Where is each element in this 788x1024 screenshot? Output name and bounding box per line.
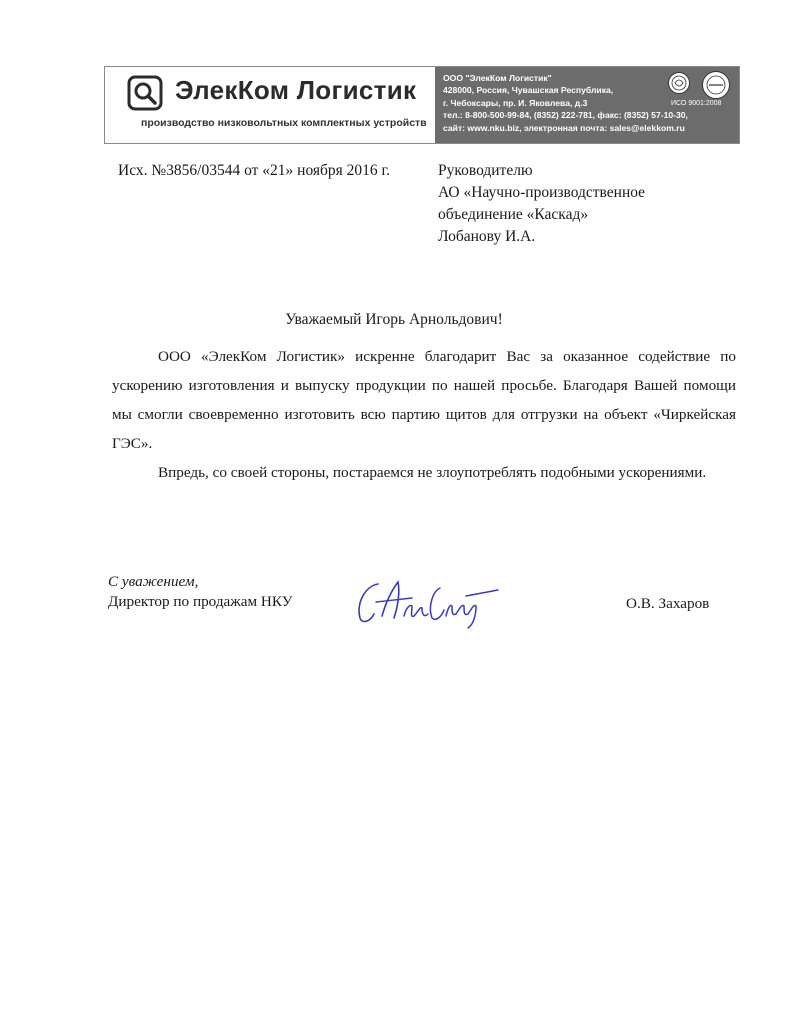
contact-block [443,72,688,134]
company-tagline: производство низковольтных комплектных устройств [141,117,427,129]
contact-line: ООО "ЭлекКом Логистик" [443,73,552,83]
body-paragraph: Впредь, со своей стороны, постараемся не злоупотреблять подобными ускорениями. [158,464,707,481]
contact-line: 428000, Россия, Чувашская Республика, [443,85,614,96]
contact-line: сайт: www.nku.biz, электронная почта: sales@elekkom.ru [443,122,685,133]
closing-regards: С уважением, [108,573,199,590]
body-paragraph: ООО «ЭлекКом Логистик» искренне благодарит Вас за оказанное содействие по ускорению изготовления и выпуску продукции по нашей просьбе. Благодаря Вашей помощи мы смогли своевременно изготовить всю партию щитов для отгрузки на объект «Чиркейская ГЭС». [112,348,736,452]
salutation: Уважаемый Игорь Арнольдович! [285,311,503,328]
addressee-line: Лобанову И.А. [438,228,536,245]
certification-seal-icon [667,71,691,95]
addressee-block [438,160,645,248]
letterhead-contacts [435,67,739,143]
closing-block [108,572,292,612]
letterhead-brand [105,67,435,143]
handwritten-signature [348,572,508,630]
contact-line: тел.: 8-800-500-99-84, (8352) 222-781, факс: (8352) 57-10-30, [443,110,688,121]
outgoing-number: Исх. №3856/03544 от «21» ноября 2016 г. [118,162,391,179]
signer-name: О.В. Захаров [626,595,710,612]
addressee-line: Руководителю [438,162,533,179]
letter-body [112,342,736,487]
iso-certificate: ИСО 9001:2008 [671,100,722,107]
magnifier-logo-icon [127,75,163,111]
company-name: ЭлекКом Логистик [175,75,417,105]
signer-position: Директор по продажам НКУ [108,593,293,610]
letterhead [104,66,740,144]
addressee-line: АО «Научно-производственное [438,184,646,201]
certification-badge-icon [701,70,731,100]
contact-line: г. Чебоксары, пр. И. Яковлева, д.3 [443,97,588,108]
addressee-line: объединение «Каскад» [438,206,589,223]
